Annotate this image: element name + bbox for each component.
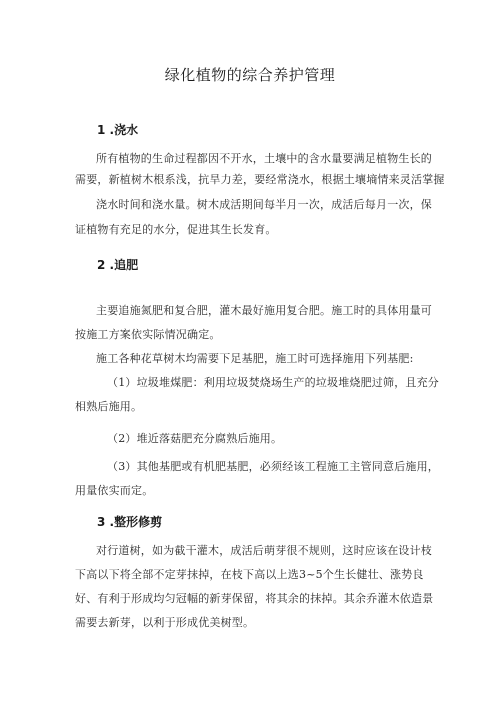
paragraph-line: 用量依实而定。 xyxy=(75,484,154,497)
section-heading-fertilizing: 2 .追肥 xyxy=(97,258,139,272)
paragraph-line: 下高以下将全部不定芽抹掉，在枝下高以上选3~5个生长健壮、涨势良 xyxy=(75,568,424,581)
paragraph-line: 好、有利于形成均匀冠幅的新芽保留，将其余的抹掉。其余乔灌木依造景 xyxy=(75,592,434,605)
paragraph-line: 对行道树，如为截干灌木，成活后萌芽很不规则，这时应该在设计枝 xyxy=(96,544,432,557)
paragraph-line: 相熟后施用。 xyxy=(75,400,143,413)
paragraph-line: （3）其他基肥或有机肥基肥，必须经该工程施工主管同意后施用， xyxy=(107,460,439,473)
paragraph-line: 需要，新植树木根系浅，抗旱力差，要经常浇水，根据土壤墒情来灵活掌握 xyxy=(75,173,445,186)
document-title: 绿化植物的综合养护管理 xyxy=(164,66,336,84)
paragraph-line: 施工各种花草树木均需要下足基肥，施工时可选择施用下列基肥: xyxy=(96,352,414,365)
paragraph-line: 主要追施氮肥和复合肥，灌木最好施用复合肥。施工时的具体用量可 xyxy=(96,304,432,317)
paragraph-line: （1）垃圾堆煤肥：利用垃圾焚烧场生产的垃圾堆烧肥过筛，且充分 xyxy=(107,376,439,389)
section-heading-watering: 1 .浇水 xyxy=(97,123,139,137)
paragraph-line: 所有植物的生命过程都因不开水，土壤中的含水量要满足植物生长的 xyxy=(96,152,432,165)
paragraph-line: 证植物有充足的水分，促进其生长发育。 xyxy=(75,223,277,236)
section-heading-pruning: 3 .整形修剪 xyxy=(97,515,163,529)
paragraph-line: （2）堆近落菇肥充分腐熟后施用。 xyxy=(107,432,283,445)
paragraph-line: 需要去新芽，以利于形成优美树型。 xyxy=(75,616,255,629)
paragraph-line: 浇水时间和浇水量。树木成活期间每半月一次，成活后每月一次，保 xyxy=(96,198,432,211)
paragraph-line: 按施工方案依实际情况确定。 xyxy=(75,328,221,341)
